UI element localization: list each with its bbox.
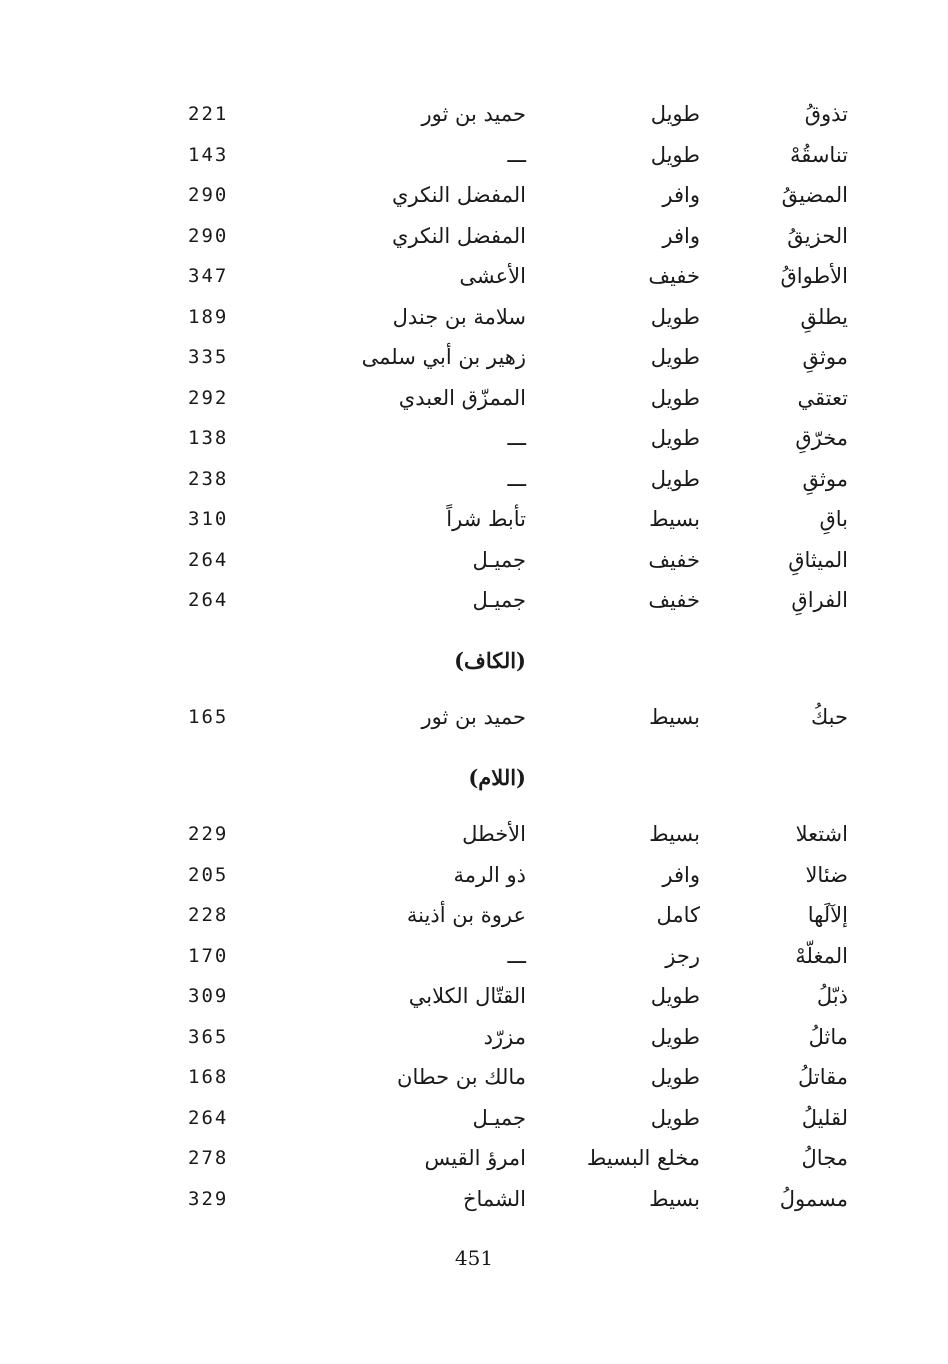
page-ref: 290 xyxy=(188,184,229,206)
poet-name: سلامة بن جندل xyxy=(392,304,526,329)
index-row xyxy=(0,1179,948,1219)
rhyme-word: إلآلَها xyxy=(807,903,848,927)
rhyme-word: ضئالا xyxy=(805,862,848,887)
rhyme-word: باقِ xyxy=(819,507,848,531)
poet-name: حميد بن ثور xyxy=(421,705,526,729)
page-ref: 170 xyxy=(188,944,229,967)
page-ref: 205 xyxy=(188,863,229,886)
page-ref: 264 xyxy=(188,589,229,611)
poet-name: الأخطل xyxy=(462,822,526,846)
meter: طويل xyxy=(650,1024,700,1049)
index-row xyxy=(0,459,948,499)
index-row xyxy=(0,936,948,976)
rhyme-word: تعتقي xyxy=(797,385,848,410)
meter: بسيط xyxy=(649,507,700,531)
page-ref: 229 xyxy=(188,823,229,845)
page-ref: 278 xyxy=(188,1147,229,1169)
poet-name: ـــ xyxy=(507,426,526,450)
index-row xyxy=(0,1017,948,1057)
index-row xyxy=(0,175,948,215)
rhyme-word: المغلّهْ xyxy=(795,943,848,968)
poet-name: حميد بن ثور xyxy=(421,102,526,126)
rhyme-word: حبكُ xyxy=(810,705,848,729)
page-ref: 347 xyxy=(188,265,229,287)
poet-name: الأعشى xyxy=(459,264,526,288)
index-row xyxy=(0,855,948,895)
meter: وافر xyxy=(662,223,700,248)
index-row xyxy=(0,814,948,854)
meter: طويل xyxy=(650,345,700,369)
meter: طويل xyxy=(650,385,700,410)
index-row xyxy=(0,976,948,1016)
meter: طويل xyxy=(650,426,700,450)
rhyme-word: مجالُ xyxy=(801,1146,848,1170)
poet-name: جميـل xyxy=(472,588,526,612)
poet-name: ـــ xyxy=(507,142,526,167)
poet-name: زهير بن أبي سلمى xyxy=(361,345,526,369)
index-row xyxy=(0,697,948,737)
meter: كامل xyxy=(656,903,700,927)
index-row xyxy=(0,337,948,377)
meter: وافر xyxy=(662,862,700,887)
rhyme-word: تناسقُهْ xyxy=(789,142,848,167)
index-row xyxy=(0,94,948,134)
page-ref: 165 xyxy=(188,706,229,728)
poet-name: تأبط شراً xyxy=(446,507,526,531)
meter: خفيف xyxy=(648,588,700,612)
page-ref: 228 xyxy=(188,904,229,926)
page-ref: 168 xyxy=(188,1066,229,1088)
page-ref: 335 xyxy=(188,346,229,368)
meter: خفيف xyxy=(648,547,700,572)
meter: طويل xyxy=(650,466,700,491)
poet-name: جميـل xyxy=(472,547,526,572)
page-ref: 309 xyxy=(188,985,229,1007)
meter: مخلع البسيط xyxy=(586,1146,700,1170)
rhyme-word: مخرّقِ xyxy=(795,426,848,450)
rhyme-word: الفراقِ xyxy=(791,588,848,612)
index-row xyxy=(0,540,948,580)
poet-name: المفضل النكري xyxy=(392,223,526,248)
index-row xyxy=(0,1098,948,1138)
section-heading xyxy=(0,641,948,681)
index-row xyxy=(0,1138,948,1178)
page-ref: 310 xyxy=(188,508,229,530)
rhyme-word: ماثلُ xyxy=(808,1024,848,1049)
poet-name: القتّال الكلابي xyxy=(408,984,526,1008)
rhyme-word: موثقِ xyxy=(802,466,848,491)
rhyme-word: مقاتلُ xyxy=(797,1065,848,1089)
rhyme-word: الحزيقُ xyxy=(787,223,848,248)
page-ref: 138 xyxy=(188,427,229,449)
meter: طويل xyxy=(650,1065,700,1089)
section-heading-text: (اللام) xyxy=(468,764,526,790)
meter: طويل xyxy=(650,142,700,167)
rhyme-word: مسمولُ xyxy=(779,1186,848,1211)
index-row xyxy=(0,418,948,458)
rhyme-word: ذبّلُ xyxy=(816,984,848,1008)
rhyme-word: موثقِ xyxy=(802,345,848,369)
meter: طويل xyxy=(650,304,700,329)
meter: طويل xyxy=(650,102,700,126)
poet-name: امرؤ القيس xyxy=(424,1146,526,1170)
poet-name: ـــ xyxy=(507,943,526,968)
page-ref: 329 xyxy=(188,1187,229,1210)
rhyme-word: المضيقُ xyxy=(781,183,848,207)
poet-name: المفضل النكري xyxy=(392,183,526,207)
rhyme-word: الأطواقُ xyxy=(780,264,848,288)
poet-name: الشماخ xyxy=(462,1186,526,1211)
poet-name: الممزّق العبدي xyxy=(398,385,526,410)
rhyme-word: تذوقُ xyxy=(804,102,848,126)
index-row xyxy=(0,499,948,539)
page-ref: 143 xyxy=(188,143,229,166)
page-ref: 264 xyxy=(188,1106,229,1129)
rhyme-word: لقليلُ xyxy=(801,1105,848,1130)
meter: وافر xyxy=(662,183,700,207)
meter: بسيط xyxy=(649,1186,700,1211)
meter: طويل xyxy=(650,984,700,1008)
index-row xyxy=(0,216,948,256)
index-row xyxy=(0,135,948,175)
meter: بسيط xyxy=(649,705,700,729)
index-row xyxy=(0,378,948,418)
page-ref: 221 xyxy=(188,103,229,125)
rhyme-word: اشتعلا xyxy=(795,822,848,846)
poet-name: جميـل xyxy=(472,1105,526,1130)
index-row xyxy=(0,256,948,296)
poet-name: ـــ xyxy=(507,466,526,491)
section-heading-text: (الكاف) xyxy=(454,647,526,673)
page-number: 451 xyxy=(454,1246,494,1270)
page-ref: 292 xyxy=(188,386,229,409)
poet-name: مزرّد xyxy=(483,1024,526,1049)
rhyme-word: الميثاقِ xyxy=(788,547,848,572)
index-row xyxy=(0,1057,948,1097)
index-row xyxy=(0,297,948,337)
index-row xyxy=(0,895,948,935)
meter: بسيط xyxy=(649,822,700,846)
section-heading xyxy=(0,758,948,798)
page-ref: 264 xyxy=(188,548,229,571)
poet-name: ذو الرمة xyxy=(453,862,526,887)
meter: رجز xyxy=(665,943,700,968)
poet-name: عروة بن أذينة xyxy=(406,903,526,927)
meter: خفيف xyxy=(648,264,700,288)
page-ref: 189 xyxy=(188,305,229,328)
page-ref: 365 xyxy=(188,1025,229,1048)
index-row xyxy=(0,580,948,620)
meter: طويل xyxy=(650,1105,700,1130)
poet-name: مالك بن حطان xyxy=(397,1065,526,1089)
rhyme-word: يطلقِ xyxy=(800,304,848,329)
page-ref: 238 xyxy=(188,467,229,490)
page-ref: 290 xyxy=(188,224,229,247)
